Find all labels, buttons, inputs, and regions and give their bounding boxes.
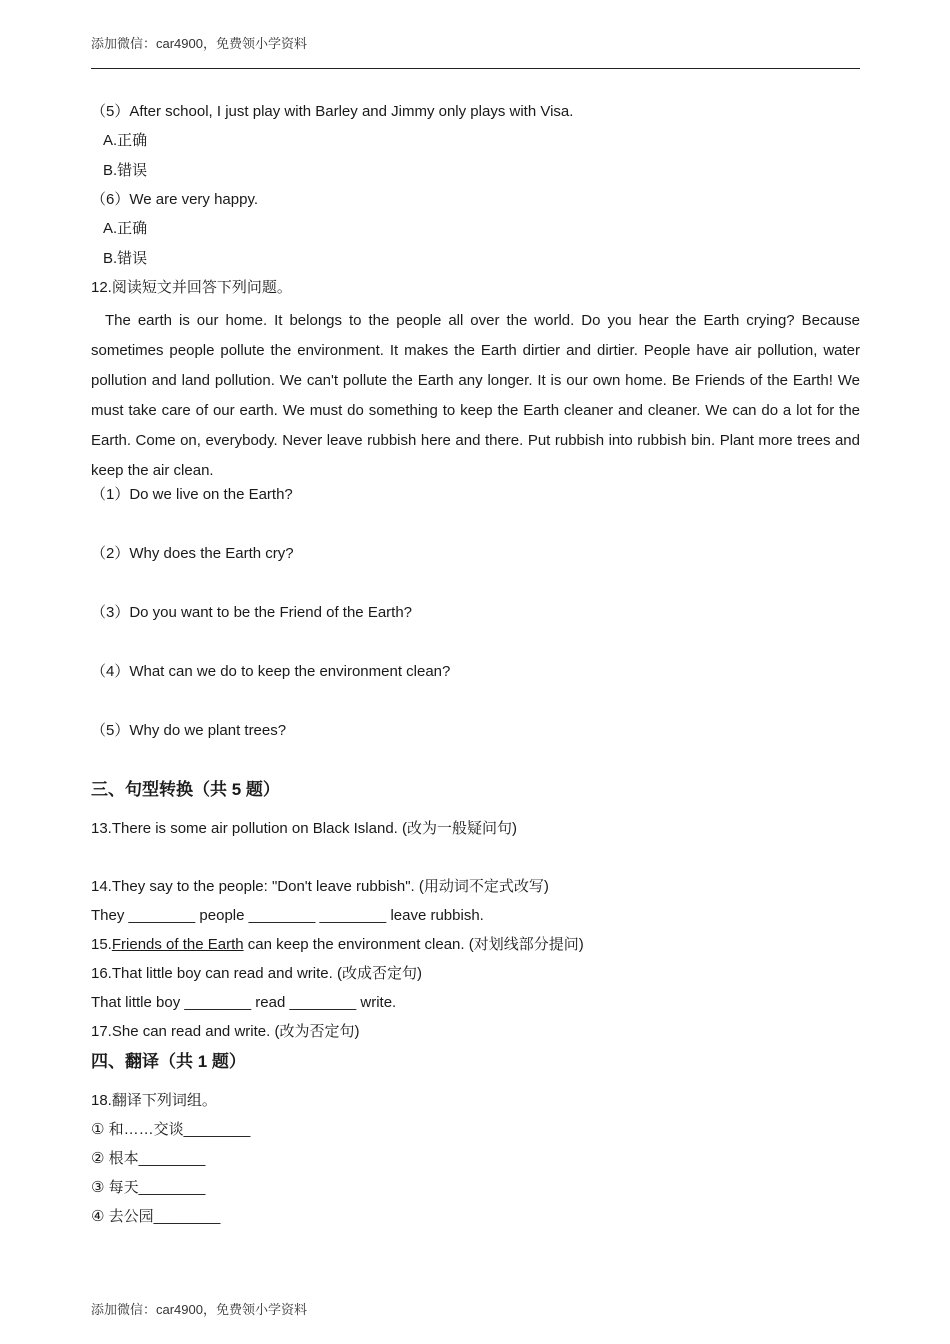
question-18: 18.翻译下列词组。 [91, 1092, 217, 1109]
option-11-6-b: B.错误 [103, 250, 148, 267]
translate-item-2: ② 根本________ [91, 1150, 206, 1167]
question-13: 13.There is some air pollution on Black Island. (改为一般疑问句) [91, 820, 517, 837]
question-16-blank: That little boy ________ read ________ write. [91, 994, 397, 1011]
question-16: 16.That little boy can read and write. (改成否定句) [91, 965, 422, 982]
question-15-underlined: Friends of the Earth [111, 936, 244, 953]
question-17: 17.She can read and write. (改为否定句) [91, 1023, 360, 1040]
section-3-heading: 三、句型转换（共 5 题） [91, 780, 280, 799]
question-14: 14.They say to the people: "Don't leave rubbish". (用动词不定式改写) [91, 878, 549, 895]
reading-passage: The earth is our home. It belongs to the people all over the world. Do you hear the Earth crying? Because sometimes people pollute the environment. It makes the Earth dirtier and dirtier. People have air pollution, water pollution and land pollution. We can't pollute the Earth any longer. It is our own home. Be Friends of the Earth! We must take care of our earth. We must do something to keep the Earth cleaner and cleaner. We can do a lot for the Earth. Come on, everybody. Never leave rubbish here and there. Put rubbish into rubbish bin. Plant more trees and keep the air clean. [91, 312, 860, 479]
question-14-blank: They ________ people ________ ________ leave rubbish. [91, 907, 484, 924]
option-11-5-b: B.错误 [103, 162, 148, 179]
translate-item-3: ③ 每天________ [91, 1179, 206, 1196]
page-header: 添加微信：car4900，免费领小学资料 [91, 36, 307, 51]
question-12-3: （3）Do you want to be the Friend of the Earth? [91, 604, 413, 621]
option-11-5-a: A.正确 [103, 132, 148, 149]
question-11-6: （6）We are very happy. [91, 191, 259, 208]
question-11-5: （5）After school, I just play with Barley and Jimmy only plays with Visa. [91, 103, 574, 120]
section-4-heading: 四、翻译（共 1 题） [91, 1052, 246, 1071]
header-divider [91, 68, 860, 69]
question-12-2: （2）Why does the Earth cry? [91, 545, 294, 562]
question-12-title: 12.阅读短文并回答下列问题。 [91, 279, 292, 296]
question-15-number: 15. [91, 936, 112, 953]
question-15 [91, 935, 584, 955]
question-12-1: （1）Do we live on the Earth? [91, 486, 293, 503]
translate-item-1: ① 和……交谈________ [91, 1121, 251, 1138]
question-12-5: （5）Why do we plant trees? [91, 722, 287, 739]
question-12-4: （4）What can we do to keep the environment clean? [91, 663, 451, 680]
page-footer: 添加微信：car4900，免费领小学资料 [91, 1302, 307, 1317]
question-15-rest: can keep the environment clean. (对划线部分提问) [243, 936, 584, 953]
translate-item-4: ④ 去公园________ [91, 1208, 221, 1225]
option-11-6-a: A.正确 [103, 220, 148, 237]
